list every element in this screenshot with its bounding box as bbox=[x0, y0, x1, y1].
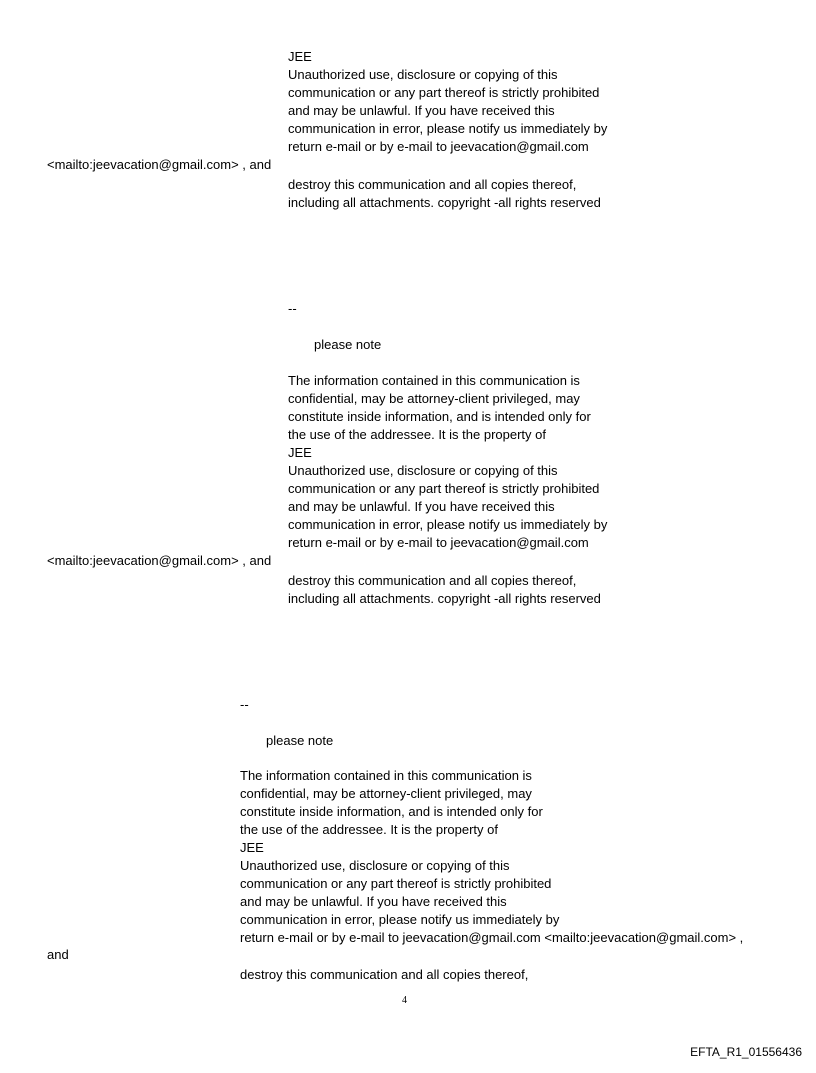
please-note-heading: please note bbox=[266, 733, 334, 748]
disclaimer-line: communication or any part thereof is strictly prohibited bbox=[288, 481, 600, 496]
disclaimer-line: confidential, may be attorney-client privileged, may bbox=[240, 786, 532, 801]
disclaimer-line: destroy this communication and all copies thereof, bbox=[240, 967, 529, 982]
disclaimer-line: the use of the addressee. It is the property of bbox=[240, 822, 498, 837]
disclaimer-line: constitute inside information, and is intended only for bbox=[288, 409, 591, 424]
disclaimer-line: constitute inside information, and is intended only for bbox=[240, 804, 543, 819]
disclaimer-line: destroy this communication and all copies thereof, bbox=[288, 177, 577, 192]
disclaimer-line: return e-mail or by e-mail to jeevacation@gmail.com <mailto:jeevacation@gmail.com> , bbox=[240, 930, 744, 945]
disclaimer-line: destroy this communication and all copies thereof, bbox=[288, 573, 577, 588]
separator: -- bbox=[240, 697, 249, 712]
disclaimer-line: Unauthorized use, disclosure or copying of this bbox=[288, 463, 558, 478]
separator: -- bbox=[288, 301, 297, 316]
disclaimer-line: including all attachments. copyright -all rights reserved bbox=[288, 591, 601, 606]
disclaimer-line: and may be unlawful. If you have received this bbox=[288, 103, 555, 118]
disclaimer-line: JEE bbox=[240, 840, 264, 855]
mailto-text: <mailto:jeevacation@gmail.com> , and bbox=[47, 157, 272, 172]
disclaimer-line: The information contained in this communication is bbox=[288, 373, 580, 388]
disclaimer-line: confidential, may be attorney-client privileged, may bbox=[288, 391, 580, 406]
disclaimer-line: the use of the addressee. It is the property of bbox=[288, 427, 546, 442]
disclaimer-line: and may be unlawful. If you have received this bbox=[240, 894, 507, 909]
disclaimer-line: return e-mail or by e-mail to jeevacation@gmail.com bbox=[288, 535, 589, 550]
disclaimer-line: Unauthorized use, disclosure or copying of this bbox=[288, 67, 558, 82]
disclaimer-line: JEE bbox=[288, 49, 312, 64]
please-note-heading: please note bbox=[314, 337, 382, 352]
disclaimer-line: and may be unlawful. If you have received this bbox=[288, 499, 555, 514]
disclaimer-line: communication in error, please notify us immediately by bbox=[240, 912, 560, 927]
disclaimer-line: communication in error, please notify us immediately by bbox=[288, 121, 608, 136]
mailto-text: <mailto:jeevacation@gmail.com> , and bbox=[47, 553, 272, 568]
page-number: 4 bbox=[402, 995, 407, 1006]
disclaimer-line: Unauthorized use, disclosure or copying of this bbox=[240, 858, 510, 873]
disclaimer-line: including all attachments. copyright -all rights reserved bbox=[288, 195, 601, 210]
disclaimer-line: return e-mail or by e-mail to jeevacation@gmail.com bbox=[288, 139, 589, 154]
disclaimer-line: communication in error, please notify us immediately by bbox=[288, 517, 608, 532]
disclaimer-line: JEE bbox=[288, 445, 312, 460]
disclaimer-line: communication or any part thereof is strictly prohibited bbox=[288, 85, 600, 100]
and-word: and bbox=[47, 947, 69, 962]
bates-id: EFTA_R1_01556436 bbox=[690, 1045, 802, 1059]
disclaimer-line: The information contained in this communication is bbox=[240, 768, 532, 783]
disclaimer-line: communication or any part thereof is strictly prohibited bbox=[240, 876, 552, 891]
